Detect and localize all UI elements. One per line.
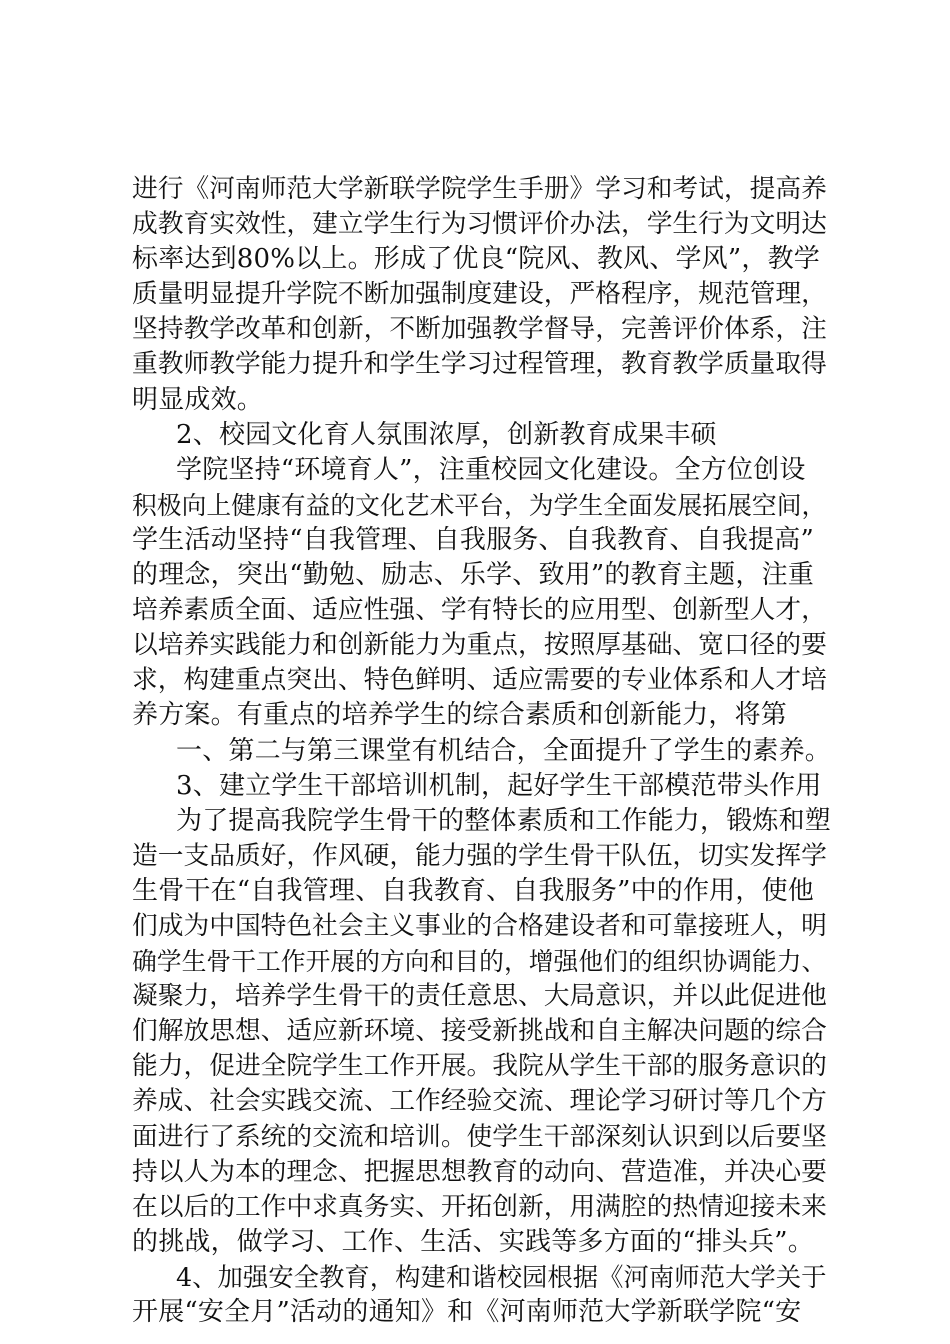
text-line: 为了提高我院学生骨干的整体素质和工作能力，锻炼和塑 bbox=[176, 805, 832, 836]
text-line: 养成、社会实践交流、工作经验交流、理论学习研讨等几个方 bbox=[132, 1086, 827, 1117]
text-line: 明显成效。 bbox=[132, 384, 264, 415]
text-line: 养方案。有重点的培养学生的综合素质和创新能力，将第 bbox=[132, 700, 788, 731]
text-line: 以培养实践能力和创新能力为重点，按照厚基础、宽口径的要 bbox=[132, 630, 827, 661]
text-line: 进行《河南师范大学新联学院学生手册》学习和考试，提高养 bbox=[132, 174, 827, 204]
text-line: 们解放思想、适应新环境、接受新挑战和自主解决问题的综合 bbox=[132, 1016, 827, 1047]
text-line: 学院坚持“环境育人”，注重校园文化建设。全方位创设 bbox=[176, 454, 806, 485]
text-line: 4、加强安全教育，构建和谐校园根据《河南师范大学关于 bbox=[176, 1261, 827, 1292]
text-line: 开展“安全月”活动的通知》和《河南师范大学新联学院“安 bbox=[132, 1297, 802, 1327]
text-line: 能力，促进全院学生工作开展。我院从学生干部的服务意识的 bbox=[132, 1051, 827, 1082]
text-line: 的挑战，做学习、工作、生活、实践等多方面的“排头兵”。 bbox=[132, 1226, 814, 1257]
text-line: 标率达到80%以上。形成了优良“院风、教风、学风”，教学 bbox=[132, 244, 820, 275]
document-body bbox=[132, 172, 832, 1330]
text-line: 重教师教学能力提升和学生学习过程管理，教育教学质量取得 bbox=[132, 349, 827, 380]
text-line: 们成为中国特色社会主义事业的合格建设者和可靠接班人，明 bbox=[132, 910, 827, 941]
text-line: 生骨干在“自我管理、自我教育、自我服务”中的作用，使他 bbox=[132, 875, 814, 906]
text-line: 3、建立学生干部培训机制，起好学生干部模范带头作用 bbox=[176, 770, 822, 801]
text-line: 确学生骨干工作开展的方向和目的，增强他们的组织协调能力、 bbox=[132, 947, 827, 977]
text-line: 的理念，突出“勤勉、励志、乐学、致用”的教育主题，注重 bbox=[132, 560, 814, 591]
text-line: 2、校园文化育人氛围浓厚，创新教育成果丰硕 bbox=[176, 419, 717, 450]
text-line: 成教育实效性，建立学生行为习惯评价办法，学生行为文明达 bbox=[132, 209, 827, 240]
text-line: 学生活动坚持“自我管理、自我服务、自我教育、自我提高” bbox=[132, 524, 814, 555]
text-line: 凝聚力，培养学生骨干的责任意思、大局意识，并以此促进他 bbox=[132, 981, 827, 1012]
text-line: 持以人为本的理念、把握思想教育的动向、营造准，并决心要 bbox=[132, 1156, 827, 1187]
text-line: 面进行了系统的交流和培训。使学生干部深刻认识到以后要坚 bbox=[132, 1121, 827, 1152]
text-line: 培养素质全面、适应性强、学有特长的应用型、创新型人才， bbox=[132, 595, 827, 626]
text-line: 在以后的工作中求真务实、开拓创新，用满腔的热情迎接未来 bbox=[132, 1191, 827, 1222]
text-line: 求，构建重点突出、特色鲜明、适应需要的专业体系和人才培 bbox=[132, 665, 827, 696]
text-line: 质量明显提升学院不断加强制度建设，严格程序，规范管理， bbox=[132, 279, 827, 310]
text-line: 造一支品质好，作风硬，能力强的学生骨干队伍，切实发挥学 bbox=[132, 840, 827, 871]
text-line: 积极向上健康有益的文化艺术平台，为学生全面发展拓展空间， bbox=[132, 490, 827, 520]
text-line: 坚持教学改革和创新，不断加强教学督导，完善评价体系，注 bbox=[132, 314, 827, 345]
text-line: 一、第二与第三课堂有机结合，全面提升了学生的素养。 bbox=[176, 735, 832, 766]
